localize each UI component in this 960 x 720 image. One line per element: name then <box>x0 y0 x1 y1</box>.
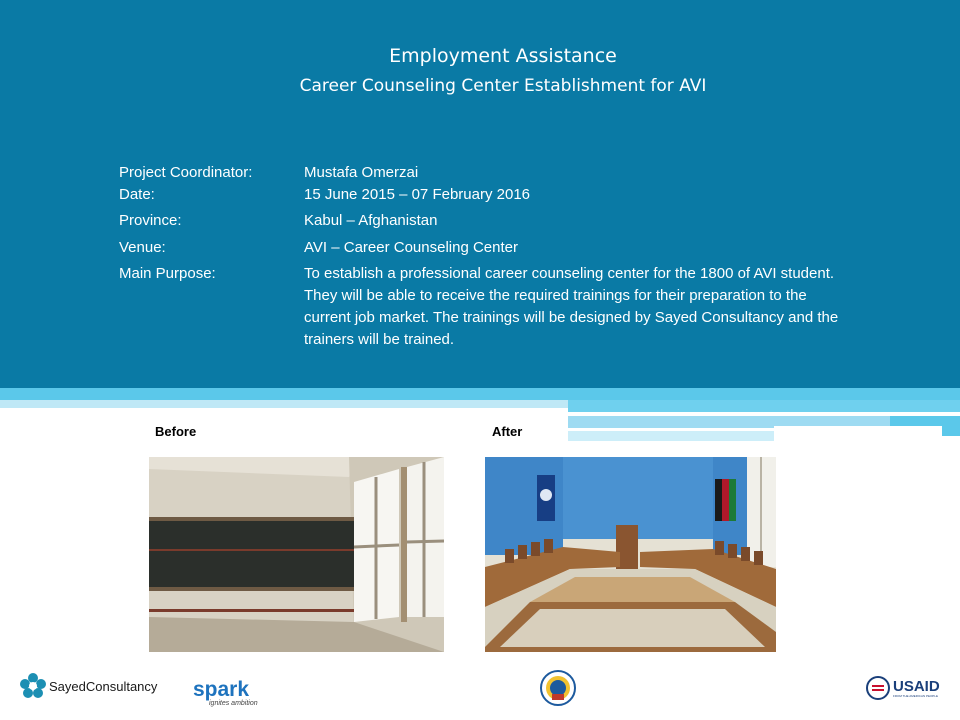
before-photo <box>149 457 444 652</box>
detail-value: Mustafa Omerzai <box>304 164 419 181</box>
before-label: Before <box>155 424 197 439</box>
usaid-tagline: FROM THE AMERICAN PEOPLE <box>893 693 938 698</box>
detail-label: Date: <box>119 186 155 203</box>
sayed-logo-text: SayedConsultancy <box>49 678 158 694</box>
project-details <box>119 162 864 351</box>
after-photo <box>485 457 776 652</box>
detail-row-province <box>119 210 864 237</box>
detail-label: Main Purpose: <box>119 265 216 282</box>
after-label: After <box>492 424 523 439</box>
sayed-consultancy-logo <box>19 672 157 700</box>
detail-value: To establish a professional career counseling center for the 1800 of AVI student. They will be able to receive the required trainings for their preparation to the current job market. The trainings will be designed by Sayed Consultancy and the trainers will be trained. <box>304 265 839 348</box>
detail-label: Project Coordinator: <box>119 164 253 181</box>
detail-label: Venue: <box>119 239 166 256</box>
detail-row-purpose <box>119 263 864 351</box>
usaid-logo <box>866 676 940 700</box>
detail-label: Province: <box>119 212 182 229</box>
detail-row-venue <box>119 237 864 263</box>
spark-logo <box>193 680 258 707</box>
usaid-seal-icon <box>866 676 890 700</box>
detail-value: 15 June 2015 – 07 February 2016 <box>304 186 531 203</box>
detail-row-date <box>119 184 864 210</box>
avi-emblem-logo <box>539 670 577 711</box>
detail-value: AVI – Career Counseling Center <box>304 239 518 256</box>
slide-subtitle: Career Counseling Center Establishment for AVI <box>299 76 707 96</box>
slide-title: Employment Assistance <box>389 45 617 67</box>
detail-value: Kabul – Afghanistan <box>304 212 438 229</box>
sayed-flower-icon <box>19 672 47 700</box>
spark-tagline: ignites ambition <box>209 700 258 707</box>
detail-row-coordinator <box>119 162 864 184</box>
spark-logo-text: spark <box>193 678 250 701</box>
usaid-logo-text: USAID <box>893 677 940 695</box>
